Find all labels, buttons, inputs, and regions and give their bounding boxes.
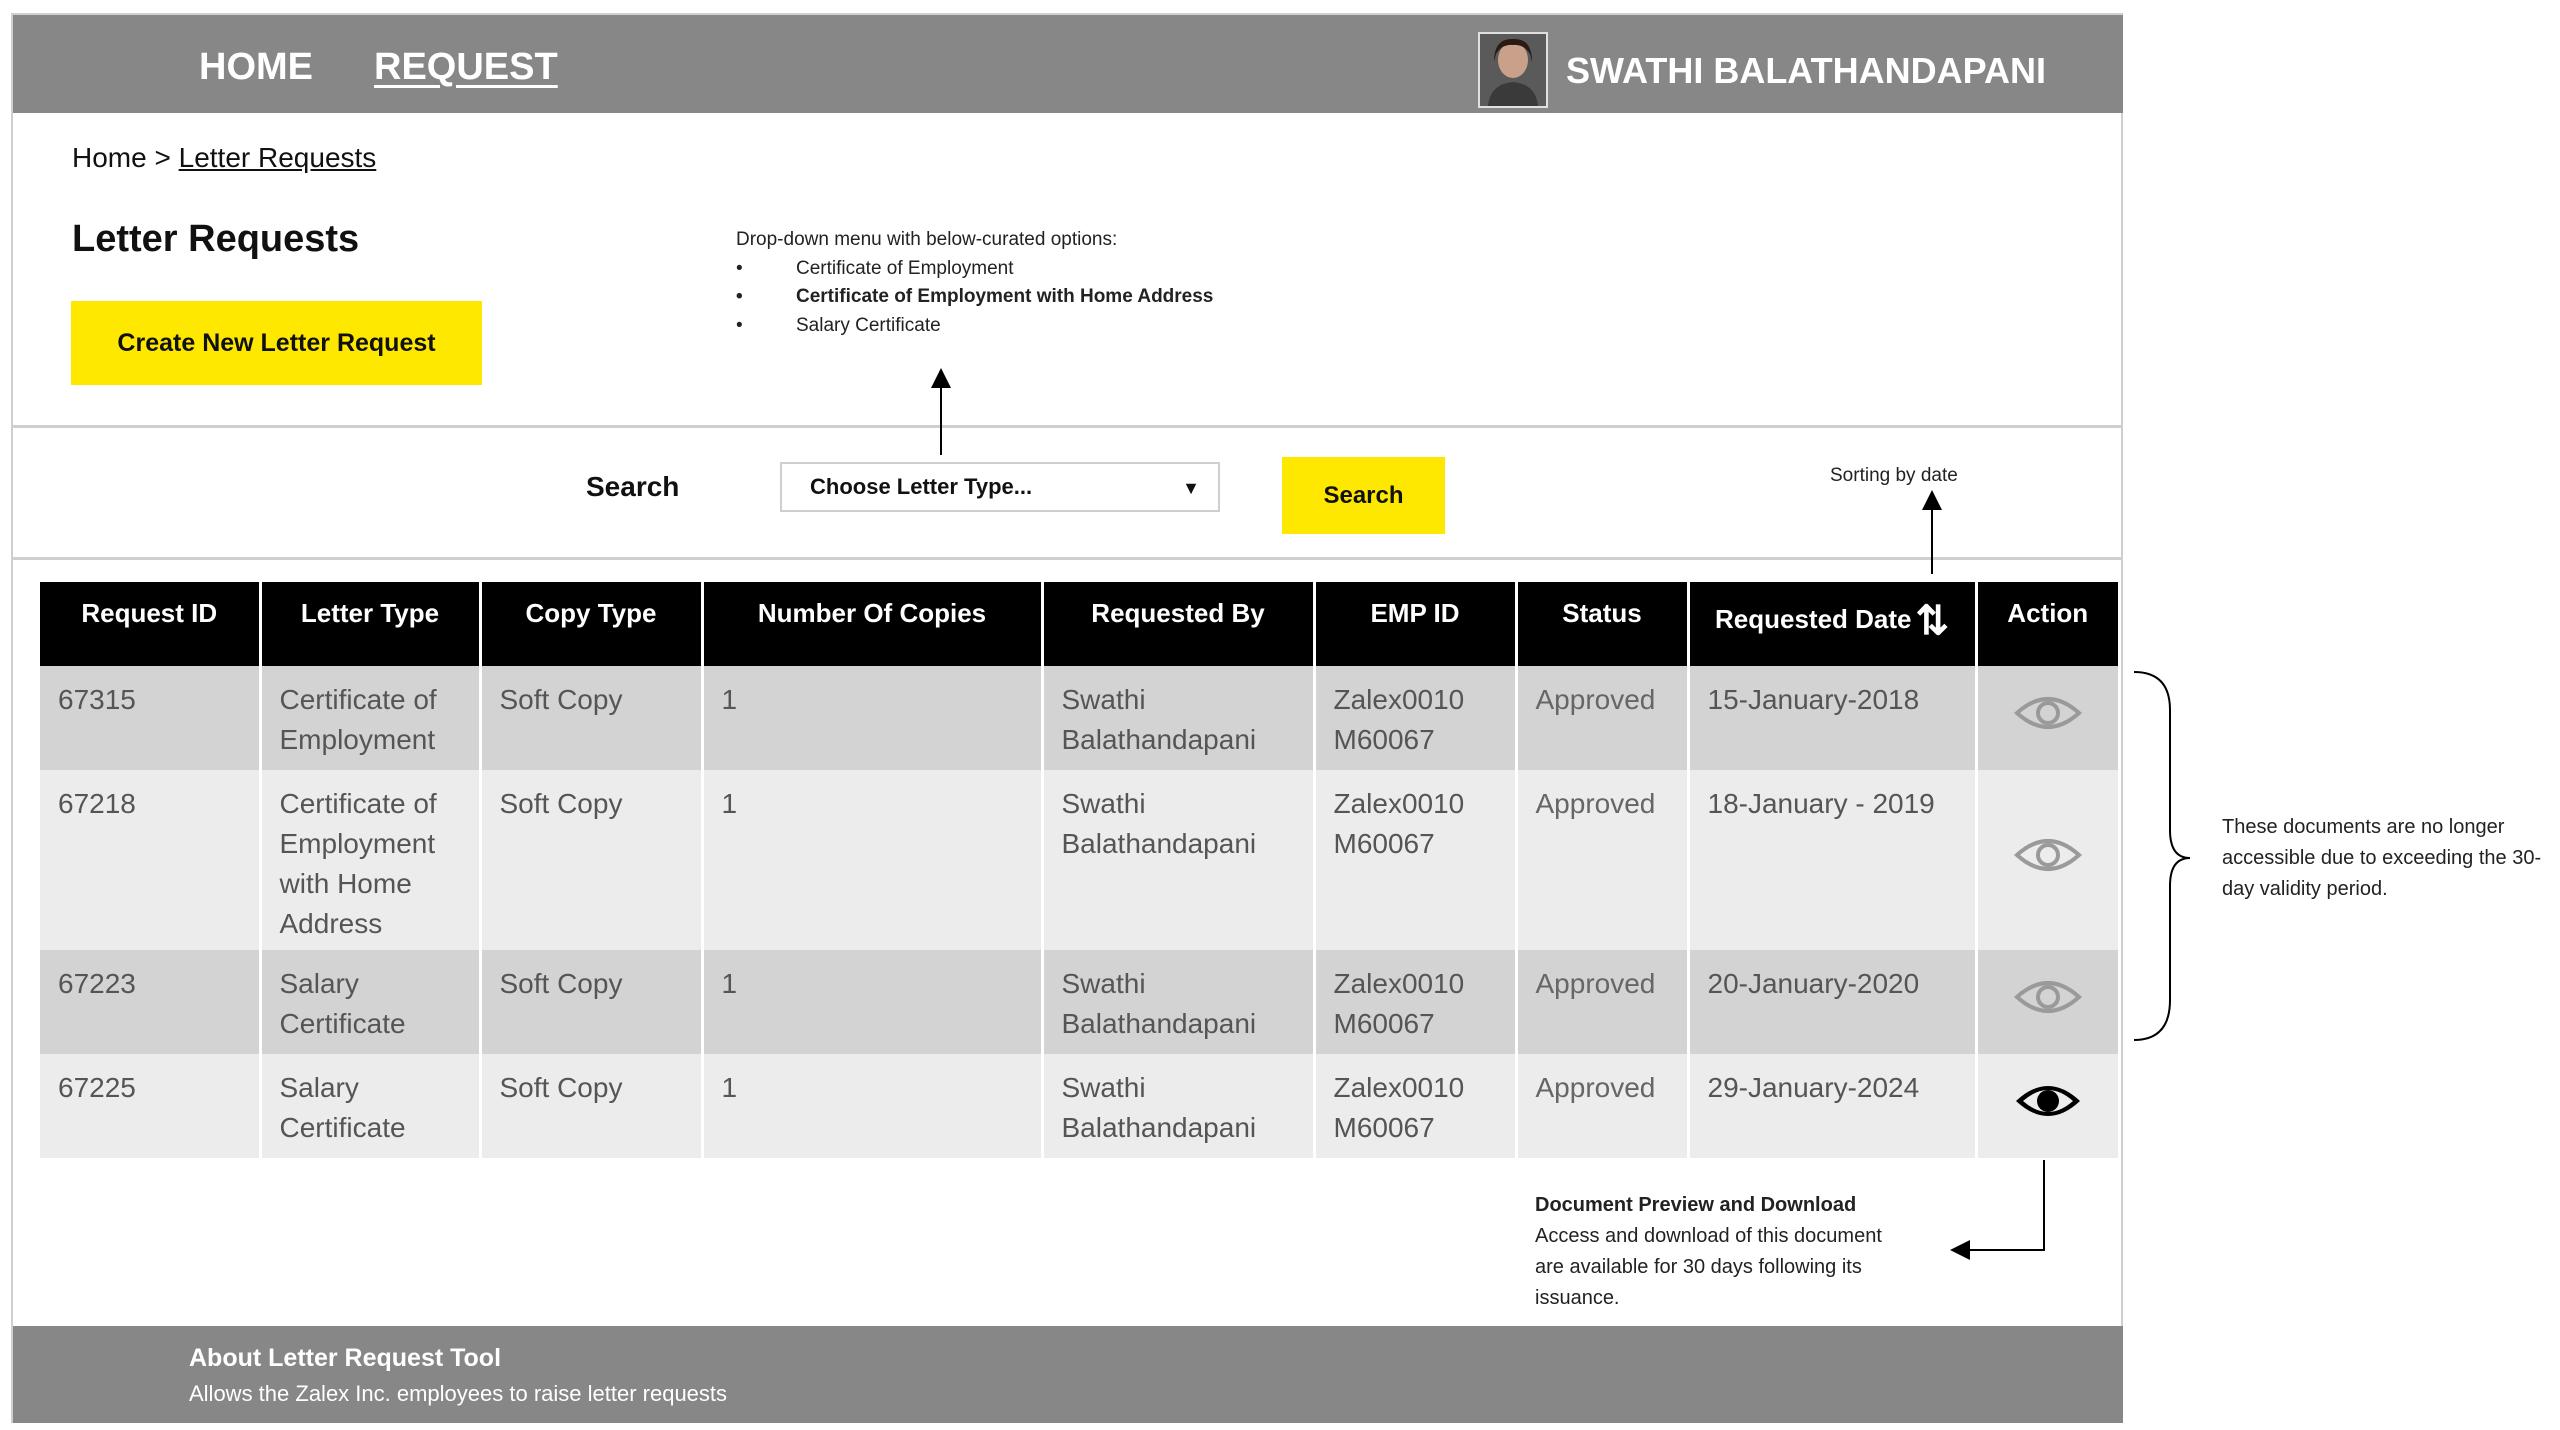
cell-letter-type: Salary Certificate	[260, 1054, 480, 1158]
cell-status: Approved	[1516, 1054, 1688, 1158]
nav-request-link[interactable]: REQUEST	[374, 46, 558, 88]
cell-copy-type: Soft Copy	[480, 950, 702, 1054]
preview-annotation-text: Access and download of this document are available for 30 days following its issuance.	[1535, 1225, 1882, 1309]
cell-copies: 1	[702, 666, 1042, 770]
cell-copy-type: Soft Copy	[480, 666, 702, 770]
column-header: Status	[1516, 582, 1688, 666]
letter-type-select[interactable]	[780, 462, 1220, 512]
eye-icon-disabled	[2013, 833, 2083, 877]
cell-action[interactable]	[1976, 1054, 2118, 1158]
breadcrumb	[72, 142, 376, 174]
table-row	[40, 666, 2118, 770]
user-name[interactable]: SWATHI BALATHANDAPANI	[1566, 50, 2046, 91]
sort-up-down-icon[interactable]: ⇅	[1915, 599, 1949, 643]
cell-status: Approved	[1516, 770, 1688, 950]
footer-description: Allows the Zalex Inc. employees to raise letter requests	[189, 1381, 728, 1406]
cell-copies: 1	[702, 950, 1042, 1054]
breadcrumb-separator: >	[154, 142, 171, 173]
footer-bar	[13, 1326, 2123, 1423]
search-button[interactable]: Search	[1282, 457, 1445, 534]
column-header: Copy Type	[480, 582, 702, 666]
table-row	[40, 770, 2118, 950]
validity-annotation: These documents are no longer accessible due to exceeding the 30-day validity period.	[2222, 816, 2542, 900]
create-new-letter-request-button[interactable]: Create New Letter Request	[71, 301, 482, 385]
cell-request-id: 67218	[40, 770, 260, 950]
cell-date: 29-January-2024	[1688, 1054, 1976, 1158]
cell-copy-type: Soft Copy	[480, 770, 702, 950]
cell-copy-type: Soft Copy	[480, 1054, 702, 1158]
dropdown-note-heading: Drop-down menu with below-curated options:	[736, 229, 1118, 250]
dropdown-option-note: • Salary Certificate	[736, 312, 1213, 341]
table-header-row	[40, 582, 2118, 666]
cell-emp-id: Zalex0010 M60067	[1314, 950, 1516, 1054]
cell-status: Approved	[1516, 666, 1688, 770]
preview-annotation-title: Document Preview and Download	[1535, 1194, 1857, 1216]
cell-requested-by: Swathi Balathandapani	[1042, 666, 1314, 770]
cell-requested-by: Swathi Balathandapani	[1042, 1054, 1314, 1158]
search-label: Search	[586, 471, 680, 502]
cell-date: 20-January-2020	[1688, 950, 1976, 1054]
cell-request-id: 67225	[40, 1054, 260, 1158]
cell-request-id: 67223	[40, 950, 260, 1054]
column-header: Requested By	[1042, 582, 1314, 666]
eye-icon-disabled	[2013, 691, 2083, 735]
cell-date: 18-January - 2019	[1688, 770, 1976, 950]
cell-emp-id: Zalex0010 M60067	[1314, 666, 1516, 770]
table-row	[40, 950, 2118, 1054]
letter-requests-table	[40, 582, 2118, 1158]
avatar-portrait	[1480, 34, 1546, 106]
column-header: Number Of Copies	[702, 582, 1042, 666]
cell-copies: 1	[702, 770, 1042, 950]
eye-icon-disabled	[2013, 975, 2083, 1019]
cell-letter-type: Certificate of Employment	[260, 666, 480, 770]
cell-requested-by: Swathi Balathandapani	[1042, 950, 1314, 1054]
letter-type-select-value: Choose Letter Type...	[810, 474, 1033, 499]
section-divider	[13, 425, 2123, 428]
cell-requested-by: Swathi Balathandapani	[1042, 770, 1314, 950]
dropdown-option-note: • Certificate of Employment with Home Address	[736, 283, 1213, 312]
section-divider	[13, 557, 2123, 560]
cell-letter-type: Certificate of Employment with Home Address	[260, 770, 480, 950]
cell-emp-id: Zalex0010 M60067	[1314, 770, 1516, 950]
cell-date: 15-January-2018	[1688, 666, 1976, 770]
column-header: Action	[1976, 582, 2118, 666]
column-header: EMP ID	[1314, 582, 1516, 666]
column-header: Request ID	[40, 582, 260, 666]
nav-home-link[interactable]: HOME	[199, 46, 313, 88]
document-preview-annotation	[1535, 1190, 1905, 1314]
page-title: Letter Requests	[72, 218, 360, 260]
sort-annotation: Sorting by date	[1830, 465, 1958, 486]
cell-request-id: 67315	[40, 666, 260, 770]
breadcrumb-current[interactable]: Letter Requests	[178, 142, 377, 173]
chevron-down-icon: ▼	[1182, 478, 1200, 498]
cell-emp-id: Zalex0010 M60067	[1314, 1054, 1516, 1158]
footer-title: About Letter Request Tool	[189, 1344, 502, 1372]
cell-letter-type: Salary Certificate	[260, 950, 480, 1054]
cell-action	[1976, 950, 2118, 1054]
cell-action	[1976, 770, 2118, 950]
cell-action	[1976, 666, 2118, 770]
dropdown-options-note	[736, 226, 1213, 340]
dropdown-option-note: • Certificate of Employment	[736, 255, 1213, 284]
column-header: Letter Type	[260, 582, 480, 666]
column-header-label: Requested Date	[1714, 604, 1912, 634]
cell-copies: 1	[702, 1054, 1042, 1158]
column-header-requested-date[interactable]	[1688, 582, 1976, 666]
eye-icon[interactable]	[2012, 1077, 2084, 1125]
cell-status: Approved	[1516, 950, 1688, 1054]
breadcrumb-home[interactable]: Home	[72, 142, 147, 173]
table-row	[40, 1054, 2118, 1158]
user-avatar[interactable]	[1478, 32, 1548, 108]
dropdown-options-list	[736, 255, 1213, 341]
